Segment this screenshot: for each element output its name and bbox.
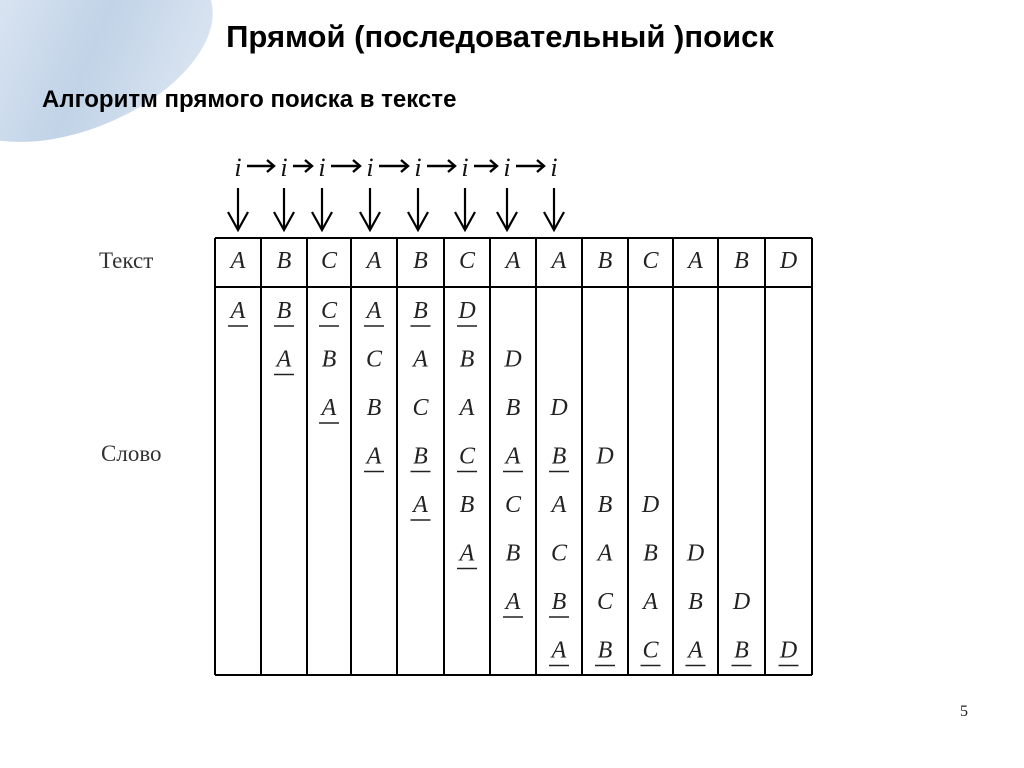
word-letter: B — [551, 443, 567, 470]
text-row-label: Текст — [99, 248, 154, 273]
text-letter: C — [320, 248, 338, 274]
pointer-i-label: i — [461, 153, 469, 182]
word-letter: A — [230, 298, 246, 324]
word-letter: C — [458, 443, 476, 470]
word-letter: C — [412, 395, 429, 421]
word-letter: A — [321, 395, 337, 421]
text-letter: A — [551, 248, 567, 274]
word-letter: B — [597, 637, 613, 664]
word-letter: A — [505, 443, 521, 470]
text-letter: B — [597, 248, 613, 274]
word-letter: A — [551, 637, 567, 664]
text-row — [229, 248, 798, 274]
word-letter: B — [413, 443, 428, 470]
text-letter: A — [505, 248, 521, 274]
word-letter: A — [366, 298, 382, 324]
text-letter: B — [413, 248, 428, 274]
word-letter: C — [320, 298, 338, 324]
slide-subtitle: Алгоритм прямого поиска в тексте — [42, 86, 457, 113]
word-row-label: Слово — [101, 441, 162, 466]
word-letter: B — [505, 540, 521, 567]
text-letter: A — [688, 248, 703, 274]
word-letter: B — [276, 298, 292, 324]
word-letter: B — [597, 492, 613, 518]
text-letter: A — [366, 248, 382, 274]
word-letter: B — [643, 540, 658, 567]
pointer-i-label: i — [318, 153, 326, 182]
page-number: 5 — [960, 703, 968, 720]
word-letter: B — [734, 637, 749, 664]
word-letter: A — [459, 540, 475, 567]
word-letter: A — [413, 346, 428, 373]
text-letter: D — [779, 248, 798, 274]
word-letter: C — [550, 540, 568, 567]
word-letter: D — [596, 443, 614, 470]
pointer-i-label: i — [234, 153, 242, 182]
word-rows — [228, 298, 799, 666]
pointer-i-label: i — [503, 153, 511, 182]
word-letter: B — [459, 346, 475, 373]
word-letter: A — [505, 589, 521, 615]
word-letter: B — [459, 492, 475, 518]
pointer-row — [228, 153, 564, 230]
pointer-i-label: i — [414, 153, 422, 182]
word-letter: D — [550, 395, 568, 421]
text-letter: B — [276, 248, 292, 274]
word-letter: A — [597, 540, 613, 567]
word-letter: C — [504, 492, 522, 518]
text-letter: C — [642, 248, 659, 274]
text-letter: C — [458, 248, 476, 274]
word-letter: B — [688, 589, 703, 615]
word-letter: C — [365, 346, 383, 373]
word-letter: A — [643, 589, 658, 615]
word-letter: D — [732, 589, 751, 615]
word-letter: D — [458, 298, 476, 324]
word-letter: B — [413, 298, 428, 324]
word-letter: B — [551, 589, 567, 615]
pointer-i-label: i — [550, 153, 558, 182]
slide-title: Прямой (последовательный )поиск — [226, 19, 774, 54]
word-letter: C — [642, 637, 659, 664]
word-letter: D — [504, 346, 522, 373]
text-letter: B — [734, 248, 749, 274]
word-letter: D — [641, 492, 660, 518]
word-letter: D — [779, 637, 798, 664]
word-letter: A — [551, 492, 567, 518]
word-letter: B — [366, 395, 382, 421]
text-letter: A — [230, 248, 246, 274]
word-letter: A — [413, 492, 428, 518]
word-letter: B — [321, 346, 337, 373]
word-letter: A — [276, 346, 292, 373]
word-letter: A — [459, 395, 475, 421]
word-letter: A — [366, 443, 382, 470]
word-letter: A — [688, 637, 703, 664]
word-letter: B — [505, 395, 521, 421]
word-letter: C — [596, 589, 614, 615]
word-letter: D — [686, 540, 705, 567]
pointer-i-label: i — [366, 153, 374, 182]
pointer-i-label: i — [280, 153, 288, 182]
